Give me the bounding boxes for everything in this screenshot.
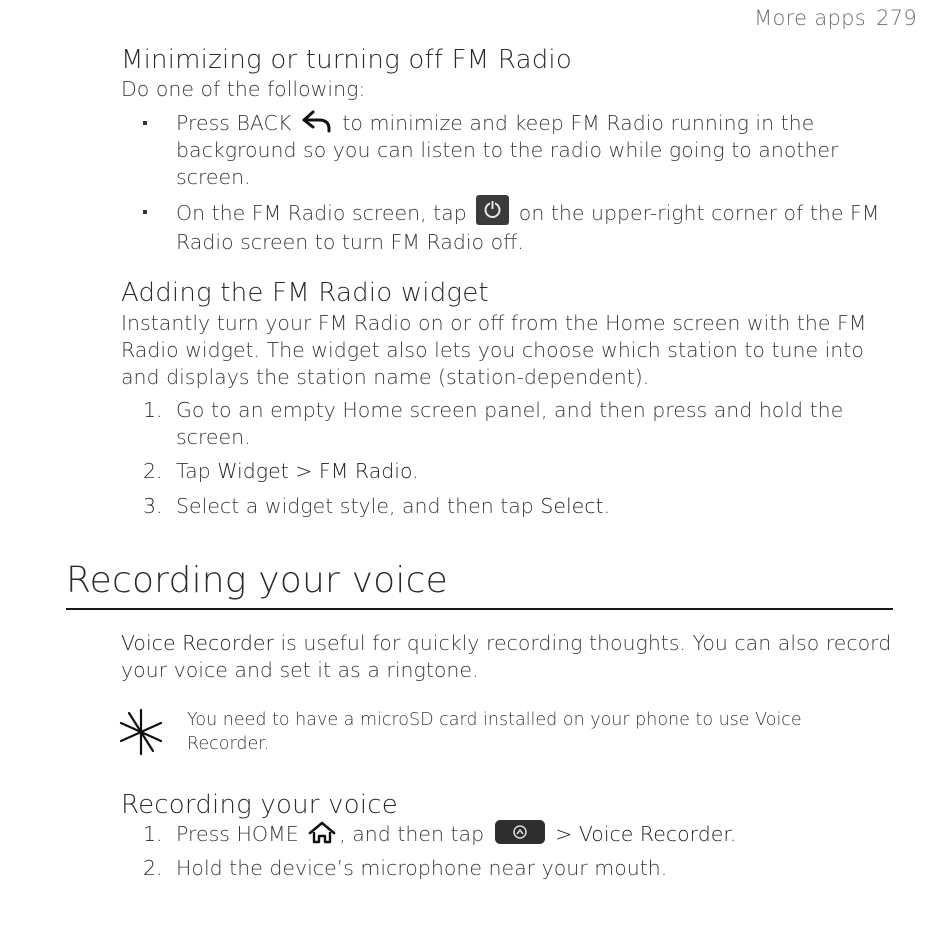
ui-label-select: Select bbox=[540, 494, 604, 518]
tip-star-icon bbox=[116, 707, 166, 757]
back-arrow-icon bbox=[301, 109, 333, 133]
section-name: More apps bbox=[754, 6, 867, 30]
page-header bbox=[754, 6, 917, 30]
recording-steps bbox=[121, 821, 901, 882]
minimize-intro: Do one of the following: bbox=[121, 77, 366, 101]
bullet-dot bbox=[143, 121, 147, 125]
widget-steps bbox=[121, 397, 901, 520]
recording-intro: Voice Recorder is useful for quickly recording thoughts. You can also record your voice and set it as a ringtone. bbox=[121, 631, 892, 682]
tip-text: You need to have a microSD card installed on your phone to use Voice Recorder. bbox=[187, 710, 802, 754]
page-number: 279 bbox=[876, 6, 917, 30]
ui-label-widget-fm-radio: Widget > FM Radio bbox=[217, 459, 413, 483]
bullet-press-back: Press BACK to minimize and keep FM Radio running in the background so you can listen to the radio while going to another screen. bbox=[121, 110, 901, 191]
home-icon bbox=[307, 820, 337, 844]
heading-minimize-fm: Minimizing or turning off FM Radio bbox=[121, 45, 572, 75]
bullet-tap-power: On the FM Radio screen, tap on the upper-right corner of the FM Radio screen to turn FM Radio off. bbox=[121, 199, 901, 256]
widget-intro: Instantly turn your FM Radio on or off from the Home screen with the FM Radio widget. The widget also lets you choose which station to tune into and displays the station name (station-dependent). bbox=[121, 311, 867, 389]
widget-step-3: 3. Select a widget style, and then tap Select. bbox=[143, 494, 611, 518]
bullet-dot bbox=[143, 210, 147, 214]
chapter-section-title: Recording your voice bbox=[66, 560, 448, 601]
minimize-options-list bbox=[121, 110, 901, 256]
power-icon bbox=[476, 195, 509, 225]
recording-step-1: 1. Press HOME , and then tap > Voice Recorder. bbox=[143, 822, 737, 846]
widget-step-1: 1. Go to an empty Home screen panel, and then press and hold the screen. bbox=[143, 398, 844, 449]
all-apps-icon bbox=[495, 820, 545, 844]
recording-step-2: 2. Hold the device’s microphone near your mouth. bbox=[143, 856, 668, 880]
ui-label-voice-recorder: Voice Recorder bbox=[121, 631, 274, 655]
section-divider bbox=[66, 608, 893, 610]
ui-label-voice-recorder-path: > Voice Recorder bbox=[555, 822, 730, 846]
widget-step-2: 2. Tap Widget > FM Radio. bbox=[143, 459, 419, 483]
heading-fm-widget: Adding the FM Radio widget bbox=[121, 278, 489, 308]
heading-recording-voice: Recording your voice bbox=[121, 790, 398, 820]
